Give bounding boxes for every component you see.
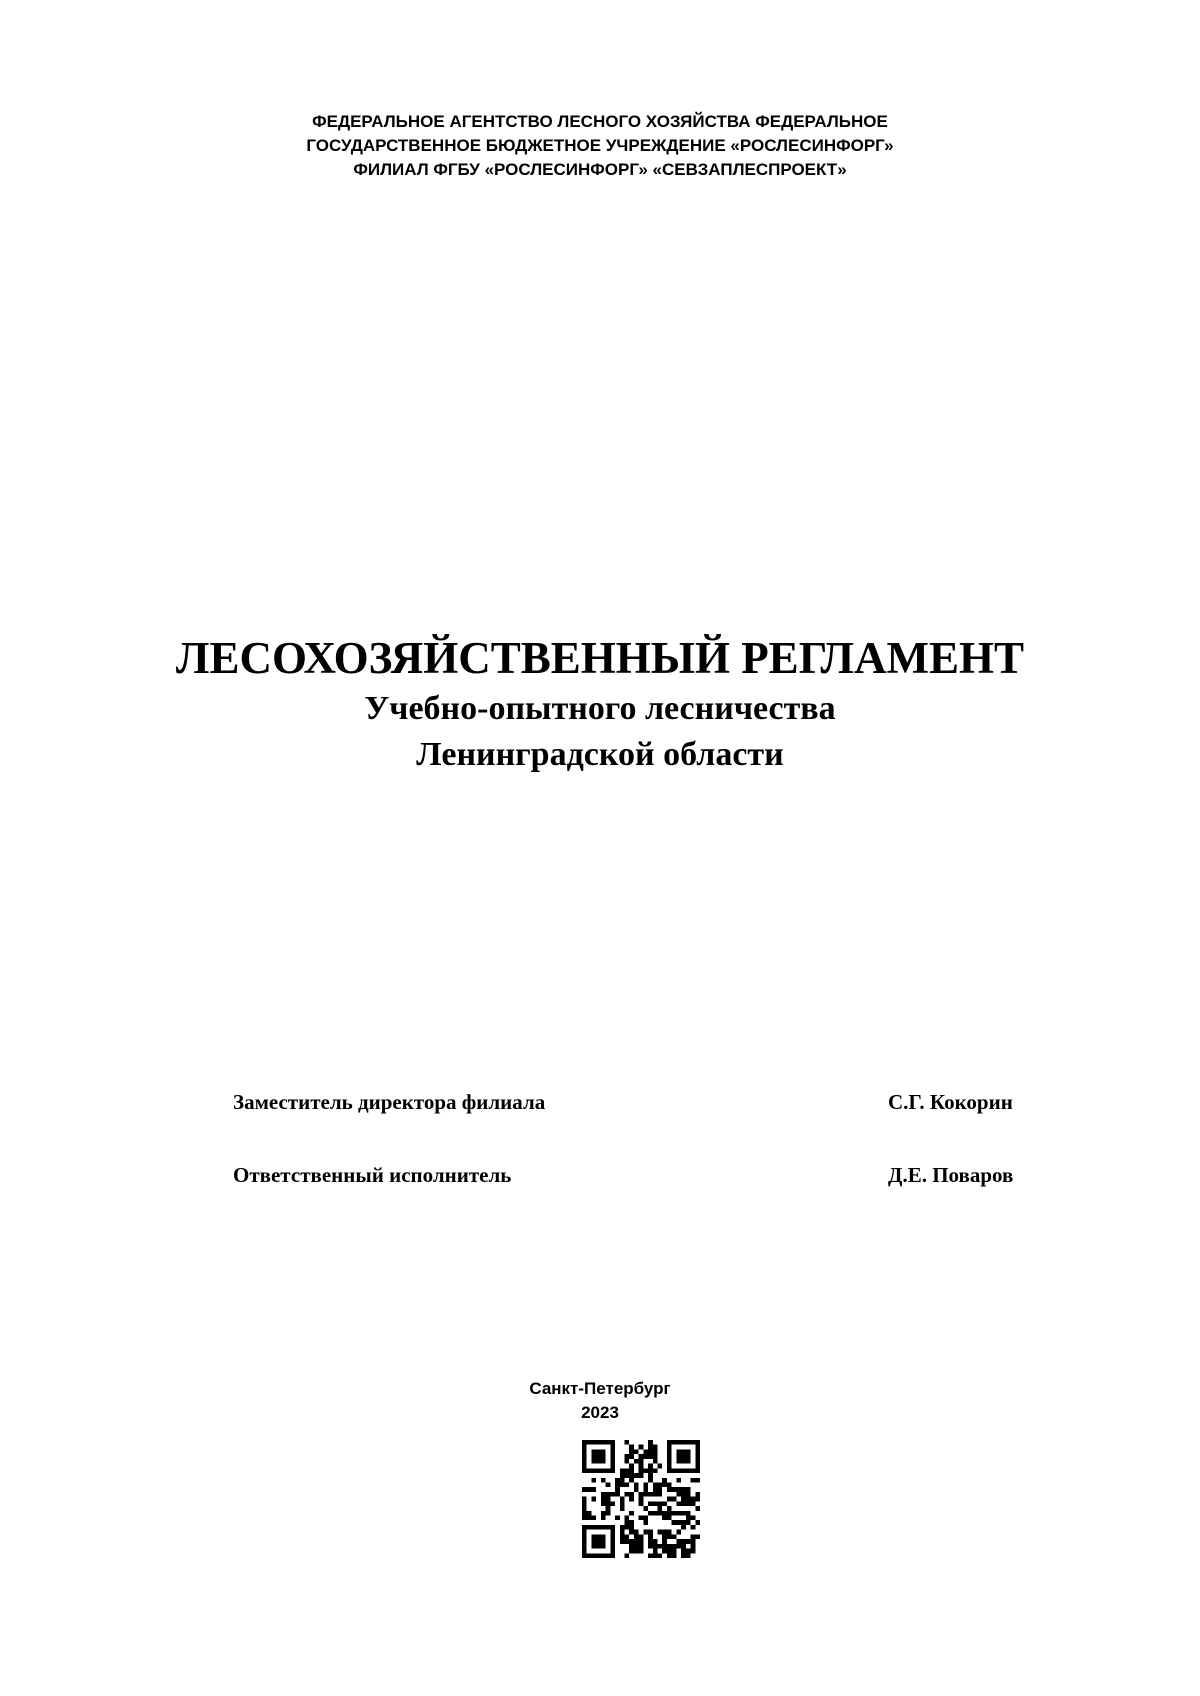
- organization-header: [0, 110, 1200, 182]
- signature-role: Ответственный исполнитель: [233, 1163, 512, 1187]
- document-title-block: [0, 630, 1200, 778]
- document-title: ЛЕСОХОЗЯЙСТВЕННЫЙ РЕГЛАМЕНТ: [175, 633, 1025, 683]
- qr-code-icon: [582, 1440, 700, 1558]
- signature-role: Заместитель директора филиала: [233, 1090, 546, 1114]
- header-line-1: ФЕДЕРАЛЬНОЕ АГЕНТСТВО ЛЕСНОГО ХОЗЯЙСТВА ФЕДЕРАЛЬНОЕ: [312, 112, 888, 131]
- signature-name: Д.Е. Поваров: [888, 1163, 1014, 1187]
- header-line-3: ФИЛИАЛ ФГБУ «РОСЛЕСИНФОРГ» «СЕВЗАПЛЕСПРОЕКТ»: [353, 160, 847, 179]
- document-subtitle-1: Учебно-опытного лесничества: [364, 690, 836, 727]
- document-footer: [0, 1377, 1200, 1425]
- header-line-2: ГОСУДАРСТВЕННОЕ БЮДЖЕТНОЕ УЧРЕЖДЕНИЕ «РОСЛЕСИНФОРГ»: [306, 136, 894, 155]
- signature-name: С.Г. Кокорин: [888, 1090, 1013, 1114]
- footer-city: Санкт-Петербург: [529, 1379, 671, 1398]
- document-subtitle-2: Ленинградской области: [416, 736, 784, 773]
- footer-year: 2023: [581, 1403, 619, 1422]
